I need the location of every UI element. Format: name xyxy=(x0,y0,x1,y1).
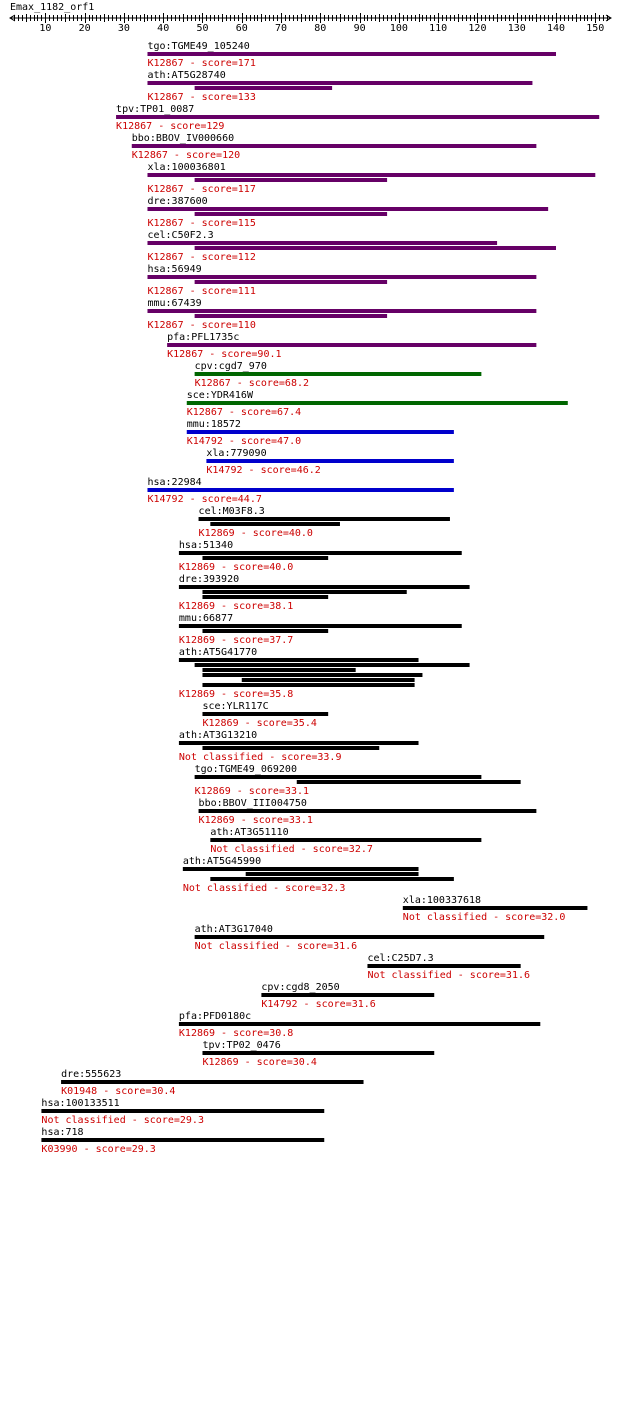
hit-bar xyxy=(179,741,419,745)
hit-bar xyxy=(297,780,521,784)
hit-bar xyxy=(116,115,599,119)
hit-gene-label[interactable]: ath:AT3G17040 xyxy=(194,924,273,935)
hit-bar xyxy=(179,551,462,555)
hit-entry xyxy=(116,104,599,132)
hit-entry xyxy=(367,953,530,981)
axis-tick-label: 150 xyxy=(586,23,605,34)
hit-entry xyxy=(147,230,556,263)
hit-bar xyxy=(183,867,419,871)
hit-score-label[interactable]: K12869 - score=40.0 xyxy=(198,528,313,539)
hit-score-label[interactable]: K12867 - score=129 xyxy=(116,121,225,132)
hit-bar xyxy=(195,178,387,182)
axis-tick-label: 20 xyxy=(78,23,91,34)
hit-gene-label[interactable]: ath:AT3G13210 xyxy=(178,730,258,741)
axis-tick-label: 50 xyxy=(196,23,209,34)
hit-bar xyxy=(367,964,520,968)
hit-bar xyxy=(41,1138,324,1142)
hit-entry xyxy=(199,798,537,826)
hit-bar xyxy=(210,522,340,526)
axis-tick-label: 60 xyxy=(235,23,248,34)
hit-bar xyxy=(202,556,328,560)
hit-entry xyxy=(147,264,536,297)
hit-bar xyxy=(132,144,537,148)
hit-gene-label[interactable]: hsa:100133511 xyxy=(41,1098,120,1109)
hit-entry xyxy=(187,390,568,418)
hit-gene-label[interactable]: cpv:cgd8_2050 xyxy=(261,982,340,993)
hit-bar xyxy=(147,275,536,279)
hit-gene-label[interactable]: dre:555623 xyxy=(61,1069,122,1080)
hit-bar xyxy=(199,809,537,813)
hit-gene-label[interactable]: ath:AT5G28740 xyxy=(147,70,226,81)
hit-entry xyxy=(187,419,454,447)
hit-bar xyxy=(147,207,548,211)
hit-entry xyxy=(41,1098,324,1126)
hit-bar xyxy=(179,658,419,662)
hit-entry xyxy=(179,613,462,646)
hit-gene-label[interactable]: sce:YDR416W xyxy=(186,390,253,401)
hit-score-label[interactable]: Not classified - score=33.9 xyxy=(178,752,342,763)
hit-bar xyxy=(195,86,332,90)
hit-gene-label[interactable]: bbo:BBOV_IV000660 xyxy=(131,133,235,144)
hit-gene-label[interactable]: cel:M03F8.3 xyxy=(198,506,265,517)
hit-bar xyxy=(202,590,406,594)
hit-bar xyxy=(242,678,415,682)
axis-tick-label: 40 xyxy=(157,23,170,34)
hit-gene-label[interactable]: bbo:BBOV_III004750 xyxy=(198,798,307,809)
hit-entry xyxy=(195,764,521,797)
hit-gene-label[interactable]: mmu:18572 xyxy=(186,419,241,430)
hit-score-label[interactable]: K12869 - score=35.4 xyxy=(202,718,317,729)
hit-entry xyxy=(179,730,419,763)
hit-score-label[interactable]: K12869 - score=38.1 xyxy=(178,601,294,612)
axis-tick-label: 70 xyxy=(275,23,288,34)
hit-bar xyxy=(179,585,470,589)
hit-bar xyxy=(195,246,556,250)
hit-bar xyxy=(147,52,556,56)
hit-score-label[interactable]: K12869 - score=30.4 xyxy=(202,1057,317,1068)
hit-bar xyxy=(202,1051,434,1055)
hit-score-label[interactable]: K12867 - score=112 xyxy=(147,252,256,263)
hit-score-label[interactable]: K12869 - score=33.1 xyxy=(194,786,310,797)
hit-score-label[interactable]: K14792 - score=47.0 xyxy=(186,436,302,447)
chart-title: Emax_1182_orf1 xyxy=(10,2,95,13)
hit-entry xyxy=(147,477,453,505)
hit-bar xyxy=(210,877,454,881)
hit-bar xyxy=(147,488,453,492)
hit-entry xyxy=(41,1127,324,1155)
hit-entry xyxy=(167,332,536,360)
hit-bar xyxy=(187,430,454,434)
hit-bar xyxy=(199,517,450,521)
hit-entry xyxy=(147,298,536,331)
axis-tick-label: 120 xyxy=(468,23,487,34)
hit-gene-label[interactable]: xla:100337618 xyxy=(402,895,482,906)
hit-entry xyxy=(147,70,532,103)
hit-gene-label[interactable]: ath:AT5G45990 xyxy=(182,856,262,867)
hit-bar xyxy=(195,663,470,667)
hit-entry xyxy=(183,856,454,894)
hit-score-label[interactable]: K12867 - score=117 xyxy=(147,184,256,195)
hit-bar xyxy=(195,212,387,216)
hit-entry xyxy=(210,827,481,855)
hit-bar xyxy=(202,629,328,633)
hit-gene-label[interactable]: ath:AT3G51110 xyxy=(210,827,289,838)
hit-gene-label[interactable]: mmu:66877 xyxy=(178,613,234,624)
hit-bar xyxy=(403,906,588,910)
hit-gene-label[interactable]: xla:779090 xyxy=(206,448,267,459)
hit-bar xyxy=(210,838,481,842)
hit-bar xyxy=(147,309,536,313)
hit-gene-label[interactable]: pfa:PFL1735c xyxy=(167,332,240,343)
hit-gene-label[interactable]: mmu:67439 xyxy=(147,298,202,309)
hit-score-label[interactable]: Not classified - score=32.3 xyxy=(182,883,346,894)
hit-score-label[interactable]: K12867 - score=68.2 xyxy=(194,378,310,389)
hit-gene-label[interactable]: tpv:TP02_0476 xyxy=(202,1040,281,1051)
hit-gene-label[interactable]: hsa:718 xyxy=(41,1127,84,1138)
hit-gene-label[interactable]: tpv:TP01_0087 xyxy=(116,104,195,115)
hit-entry xyxy=(206,448,453,476)
hit-bar xyxy=(147,241,497,245)
hit-entry xyxy=(147,196,548,229)
hit-score-label[interactable]: K12867 - score=90.1 xyxy=(167,349,282,360)
hit-bar xyxy=(202,673,422,677)
hit-score-label[interactable]: K12867 - score=110 xyxy=(147,320,256,331)
hit-score-label[interactable]: Not classified - score=29.3 xyxy=(41,1115,204,1126)
hit-gene-label[interactable]: hsa:22984 xyxy=(147,477,202,488)
hit-bar xyxy=(179,1022,540,1026)
hit-score-label[interactable]: K12869 - score=35.8 xyxy=(178,689,294,700)
hit-bar xyxy=(202,712,328,716)
hit-bar xyxy=(195,372,482,376)
hit-score-label[interactable]: Not classified - score=31.6 xyxy=(367,970,531,981)
hit-bar xyxy=(195,314,387,318)
hit-entry xyxy=(179,1011,540,1039)
hit-gene-label[interactable]: tgo:TGME49_069200 xyxy=(194,764,297,775)
hit-bar xyxy=(202,668,355,672)
hit-gene-label[interactable]: sce:YLR117C xyxy=(202,701,269,712)
x-axis xyxy=(10,13,611,34)
hit-score-label[interactable]: K14792 - score=46.2 xyxy=(206,465,321,476)
hit-bar xyxy=(41,1109,324,1113)
hit-entry xyxy=(179,574,470,612)
hit-entry xyxy=(195,361,482,389)
hit-gene-label[interactable]: xla:100036801 xyxy=(147,162,226,173)
hit-score-label[interactable]: K12869 - score=30.8 xyxy=(178,1028,294,1039)
axis-tick-label: 140 xyxy=(546,23,566,34)
hit-score-label[interactable]: Not classified - score=32.7 xyxy=(210,844,373,855)
hit-gene-label[interactable]: pfa:PFD0180c xyxy=(178,1011,252,1022)
hit-bar xyxy=(195,280,387,284)
hit-score-label[interactable]: K14792 - score=44.7 xyxy=(147,494,262,505)
hit-bar xyxy=(202,746,379,750)
hit-bar xyxy=(202,683,414,687)
hit-entry xyxy=(132,133,537,161)
hit-entry xyxy=(179,647,470,700)
hit-bar xyxy=(61,1080,363,1084)
hit-score-label[interactable]: Not classified - score=32.0 xyxy=(402,912,566,923)
hit-gene-label[interactable]: hsa:56949 xyxy=(147,264,202,275)
axis-tick-label: 130 xyxy=(507,23,526,34)
hit-score-label[interactable]: K12869 - score=37.7 xyxy=(178,635,294,646)
hit-bar xyxy=(187,401,568,405)
axis-tick-label: 90 xyxy=(353,23,366,34)
hit-bar xyxy=(206,459,453,463)
hit-entry xyxy=(202,1040,434,1068)
hit-score-label[interactable]: K12869 - score=40.0 xyxy=(178,562,294,573)
hit-score-label[interactable]: K14792 - score=31.6 xyxy=(261,999,376,1010)
hit-entry xyxy=(147,41,556,69)
axis-tick-label: 110 xyxy=(429,23,448,34)
hit-entry xyxy=(202,701,328,729)
hit-entry xyxy=(403,895,588,923)
hit-gene-label[interactable]: hsa:51340 xyxy=(178,540,234,551)
hit-bar xyxy=(167,343,536,347)
axis-tick-label: 100 xyxy=(389,23,408,34)
hit-gene-label[interactable]: dre:387600 xyxy=(147,196,208,207)
hit-gene-label[interactable]: tgo:TGME49_105240 xyxy=(147,41,250,52)
hit-score-label[interactable]: K12869 - score=33.1 xyxy=(198,815,313,826)
axis-tick-label: 10 xyxy=(39,23,52,34)
hit-score-label[interactable]: K12867 - score=133 xyxy=(147,92,256,103)
hit-gene-label[interactable]: ath:AT5G41770 xyxy=(178,647,258,658)
hit-gene-label[interactable]: cel:C50F2.3 xyxy=(147,230,214,241)
axis-tick-label: 30 xyxy=(117,23,130,34)
hit-gene-label[interactable]: cpv:cgd7_970 xyxy=(194,361,267,372)
hit-bar xyxy=(147,173,595,177)
hit-entry xyxy=(199,506,450,539)
hit-bar xyxy=(195,775,482,779)
hit-score-label[interactable]: K12867 - score=115 xyxy=(147,218,256,229)
hit-bar xyxy=(261,993,434,997)
hit-entry xyxy=(179,540,462,573)
hit-score-label[interactable]: K12867 - score=67.4 xyxy=(186,407,302,418)
hit-entry xyxy=(261,982,434,1010)
hit-entry xyxy=(195,924,545,952)
hit-score-label[interactable]: K12867 - score=111 xyxy=(147,286,256,297)
hit-list xyxy=(41,41,599,1155)
hit-entry xyxy=(61,1069,363,1097)
axis-tick-label: 80 xyxy=(314,23,327,34)
hit-bar xyxy=(195,935,545,939)
hit-gene-label[interactable]: dre:393920 xyxy=(178,574,240,585)
hit-score-label[interactable]: K01948 - score=30.4 xyxy=(61,1086,176,1097)
hit-score-label[interactable]: K12867 - score=171 xyxy=(147,58,256,69)
hit-score-label[interactable]: Not classified - score=31.6 xyxy=(194,941,358,952)
hit-score-label[interactable]: K03990 - score=29.3 xyxy=(41,1144,156,1155)
hit-bar xyxy=(179,624,462,628)
hit-score-label[interactable]: K12867 - score=120 xyxy=(131,150,241,161)
hit-bar xyxy=(202,595,328,599)
hit-gene-label[interactable]: cel:C25D7.3 xyxy=(367,953,434,964)
hit-entry xyxy=(147,162,595,195)
hit-bar xyxy=(246,872,419,876)
hit-bar xyxy=(147,81,532,85)
